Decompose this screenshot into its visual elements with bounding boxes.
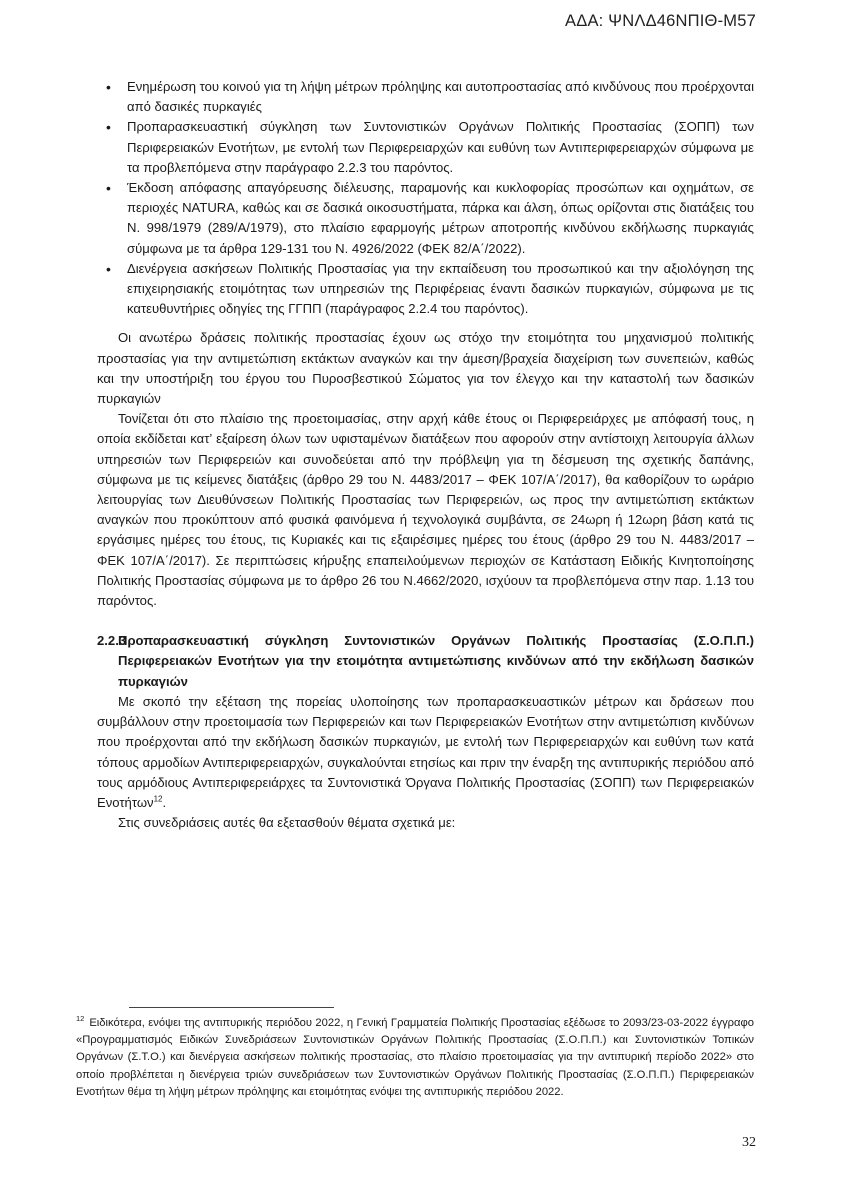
footnote-separator xyxy=(129,1007,334,1008)
list-item: • Διενέργεια ασκήσεων Πολιτικής Προστασίας για την εκπαίδευση του προσωπικού και την αξιολόγηση της επιχειρησιακής ετοιμότητας των υπηρεσιών της Περιφέρειας έναντι δασικών πυρκαγιών, σύμφωνα με τις κατευθυντήριες οδηγίες της ΓΓΠΠ (παράγραφος 2.2.4 του παρόντος). xyxy=(97,259,754,320)
ada-code: ΑΔΑ: ΨΝΛΔ46ΝΠΙΘ-Μ57 xyxy=(565,12,756,30)
footnote-number: 12 xyxy=(76,1014,85,1024)
body-paragraph: Οι ανωτέρω δράσεις πολιτικής προστασίας έχουν ως στόχο την ετοιμότητα του μηχανισμού πολιτικής προστασίας για την αντιμετώπιση εκτάκτων αναγκών και την άμεση/βραχεία διαχείριση των συνεπειών, καθώς και την υποστήριξη του έργου του Πυροσβεστικού Σώματος για τον έλεγχο και την καταστολή των δασικών πυρκαγιών xyxy=(97,330,754,407)
list-item: • Προπαρασκευαστική σύγκληση των Συντονιστικών Οργάνων Πολιτικής Προστασίας (ΣΟΠΠ) των Περιφερειακών Ενοτήτων, με εντολή των Περιφερειαρχών και ευθύνη των Αντιπεριφερειαρχών σύμφωνα με τα προβλεπόμενα στην παράγραφο 2.2.3 του παρόντος. xyxy=(97,117,754,178)
footnote xyxy=(76,1015,754,1101)
section-number: 2.2.3 xyxy=(97,633,127,649)
list-item: • Έκδοση απόφασης απαγόρευσης διέλευσης, παραμονής και κυκλοφορίας προσώπων και οχημάτων, σε περιοχές NATURA, καθώς και σε δασικά οικοσυστήματα, πάρκα και άλση, όπως ορίζονται στις διατάξεις του Ν. 998/1979 (289/Α/1979), στο πλαίσιο εφαρμογής μέτρων αποτροπής κινδύνου εκδήλωσης πυρκαγιάς σύμφωνα με τα άρθρα 129-131 του Ν. 4926/2022 (ΦΕΚ 82/Α΄/2022). xyxy=(97,178,754,259)
section-heading xyxy=(97,631,754,692)
page-body xyxy=(97,77,754,833)
page-number: 32 xyxy=(742,1135,756,1150)
footnote-reference[interactable]: 12 xyxy=(153,794,163,804)
list-item: • Ενημέρωση του κοινού για τη λήψη μέτρων πρόληψης και αυτοπροστασίας από κινδύνους που προέρχονται από δασικές πυρκαγιές xyxy=(97,77,754,117)
bullet-list xyxy=(97,77,754,319)
body-paragraph xyxy=(97,692,754,813)
section-title: Προπαρασκευαστική σύγκληση Συντονιστικών Οργάνων Πολιτικής Προστασίας (Σ.Ο.Π.Π.) Περιφερειακών Ενοτήτων για την ετοιμότητα αντιμετώπισης κινδύνων από την εκδήλωση δασικών πυρκαγιών xyxy=(118,633,754,689)
paragraph-end: . xyxy=(162,794,167,810)
footnote-text: Ειδικότερα, ενόψει της αντιπυρικής περιόδου 2022, η Γενική Γραμματεία Πολιτικής Προστασίας εξέδωσε το 2093/23-03-2022 έγγραφο «Προγραμματισμός Ειδικών Συνεδριάσεων Συντονιστικών Οργάνων Πολιτικής Προστασίας (Σ.Ο.Π.Π.) και Συντονιστικών Τοπικών Οργάνων (Σ.Τ.Ο.) και διενέργεια ασκήσεων πολιτικής προστασίας, στο πλαίσιο προετοιμασίας για την αντιπυρική περίοδο 2022» στο οποίο προβλέπεται η διενέργεια τριών συνεδριάσεων των Συντονιστικών Οργάνων Πολιτικής Προστασίας (Σ.Ο.Π.Π.) Περιφερειακών Ενοτήτων θέμα τη λήψη μέτρων πρόληψης και ετοιμότητας ενόψει της αντιπυρικής περιόδου 2022. xyxy=(76,1017,754,1098)
body-paragraph: Τονίζεται ότι στο πλαίσιο της προετοιμασίας, στην αρχή κάθε έτους οι Περιφερειάρχες με απόφασή τους, η οποία εκδίδεται κατ’ εξαίρεση όλων των υφισταμένων διατάξεων που αφορούν στην αντίστοιχη λειτουργία άλλων υπηρεσιών των Περιφερειών και συνοδεύεται από την πρόβλεψη για τη δέσμευση της σχετικής δαπάνης, σύμφωνα με τις κείμενες διατάξεις (άρθρο 29 του Ν. 4483/2017 – ΦΕΚ 107/Α΄/2017), θα καθορίζουν το ωράριο λειτουργίας των Διευθύνσεων Πολιτικής Προστασίας των Περιφερειών, ως προς την αντιμετώπιση εκτάκτων αναγκών που προκύπτουν από φυσικά φαινόμενα ή τεχνολογικά συμβάντα, σε 24ωρη ή 12ωρη βάση κατά τις εργάσιμες ημέρες του έτους, τις Κυριακές και τις εξαιρέσιμες ημέρες του έτους (άρθρο 29 του Ν. 4483/2017 – ΦΕΚ 107/Α΄/2017). Σε περιπτώσεις κήρυξης επαπειλούμενων περιοχών σε Κατάσταση Ειδικής Κινητοποίησης Πολιτικής Προστασίας σύμφωνα με το άρθρο 26 του Ν.4662/2020, ισχύουν τα προβλεπόμενα στην παρ. 1.13 του παρόντος. xyxy=(97,411,754,609)
body-paragraph: Στις συνεδριάσεις αυτές θα εξετασθούν θέματα σχετικά με: xyxy=(118,815,456,831)
paragraph-text: Με σκοπό την εξέταση της πορείας υλοποίησης των προπαρασκευαστικών μέτρων και δράσεων που συμβάλλουν στην προετοιμασία των Περιφερειών και των Περιφερειακών Ενοτήτων στην αντιμετώπιση κινδύνων που προέρχονται από την εκδήλωση δασικών πυρκαγιών, με εντολή των Περιφερειαρχών και ευθύνη των κατά τόπους αρμοδίων Αντιπεριφερειαρχών, συγκαλούνται ετησίως και πριν την έναρξη της αντιπυρικής περιόδου από τους αρμόδιους Αντιπεριφερειάρχες τα Συντονιστικά Όργανα Πολιτικής Προστασίας (ΣΟΠΠ) των Περιφερειακών Ενοτήτων xyxy=(97,693,754,810)
